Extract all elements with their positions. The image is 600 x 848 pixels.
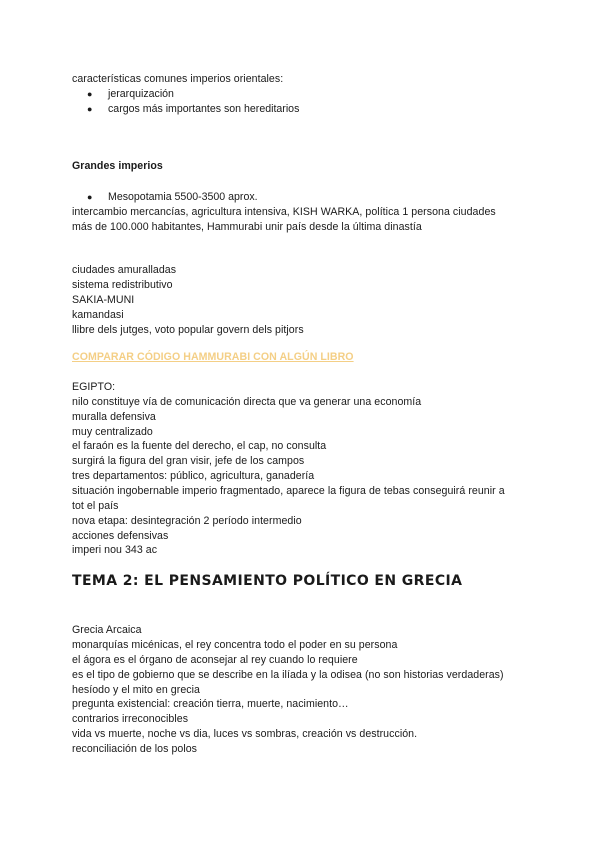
intro-bullet-1: jerarquización: [108, 88, 174, 100]
highlight-link[interactable]: COMPARAR CÓDIGO HAMMURABI CON ALGÚN LIBRO: [72, 351, 354, 363]
egipto-line: nova etapa: desintegración 2 período intermedio: [72, 515, 302, 527]
egipto-line: muy centralizado: [72, 426, 153, 438]
intro-bullet-2: cargos más importantes son hereditarios: [108, 103, 300, 115]
egipto-line: muralla defensiva: [72, 411, 156, 423]
egipto-line: acciones defensivas: [72, 530, 169, 542]
note-line: kamandasi: [72, 309, 124, 321]
grandes-line-2: más de 100.000 habitantes, Hammurabi unir país desde la última dinastía: [72, 221, 422, 233]
grandes-line-1: intercambio mercancías, agricultura intensiva, KISH WARKA, política 1 persona ciudades: [72, 206, 496, 218]
tema2-line: vida vs muerte, noche vs dia, luces vs sombras, creación vs destrucción.: [72, 728, 418, 740]
tema2-line: hesíodo y el mito en grecia: [72, 684, 200, 696]
egipto-line: imperi nou 343 ac: [72, 544, 158, 556]
egipto-line: EGIPTO:: [72, 381, 116, 393]
note-line: llibre dels jutges, voto popular govern dels pitjors: [72, 324, 304, 336]
tema2-line: pregunta existencial: creación tierra, muerte, nacimiento…: [72, 698, 349, 710]
tema2-line: el ágora es el órgano de aconsejar al rey cuando lo requiere: [72, 654, 358, 666]
tema2-line: monarquías micénicas, el rey concentra todo el poder en su persona: [72, 639, 398, 651]
tema2-line: reconciliación de los polos: [72, 743, 198, 755]
bullet-dot: ●: [87, 192, 93, 202]
egipto-line: nilo constituye vía de comunicación directa que va generar una economía: [72, 396, 422, 408]
tema2-line: es el tipo de gobierno que se describe en la ilíada y la odisea (no son historias verdaderas): [72, 669, 504, 681]
tema2-line: Grecia Arcaica: [72, 624, 142, 636]
egipto-line: tot el país: [72, 500, 119, 512]
egipto-line: el faraón es la fuente del derecho, el cap, no consulta: [72, 440, 327, 452]
egipto-line: tres departamentos: público, agricultura, ganadería: [72, 470, 315, 482]
egipto-line: surgirá la figura del gran visir, jefe de los campos: [72, 455, 305, 467]
tema2-title: TEMA 2: EL PENSAMIENTO POLÍTICO EN GRECIA: [72, 573, 463, 589]
intro-heading: características comunes imperios orientales:: [72, 73, 284, 85]
grandes-bullet: Mesopotamia 5500-3500 aprox.: [108, 191, 258, 203]
bullet-dot: ●: [87, 104, 93, 114]
tema2-line: contrarios irreconocibles: [72, 713, 189, 725]
grandes-imperios-title: Grandes imperios: [72, 160, 163, 172]
bullet-dot: ●: [87, 89, 93, 99]
note-line: sistema redistributivo: [72, 279, 173, 291]
note-line: ciudades amuralladas: [72, 264, 177, 276]
egipto-line: situación ingobernable imperio fragmentado, aparece la figura de tebas conseguirá reunir a: [72, 485, 505, 497]
note-line: SAKIA-MUNI: [72, 294, 135, 306]
